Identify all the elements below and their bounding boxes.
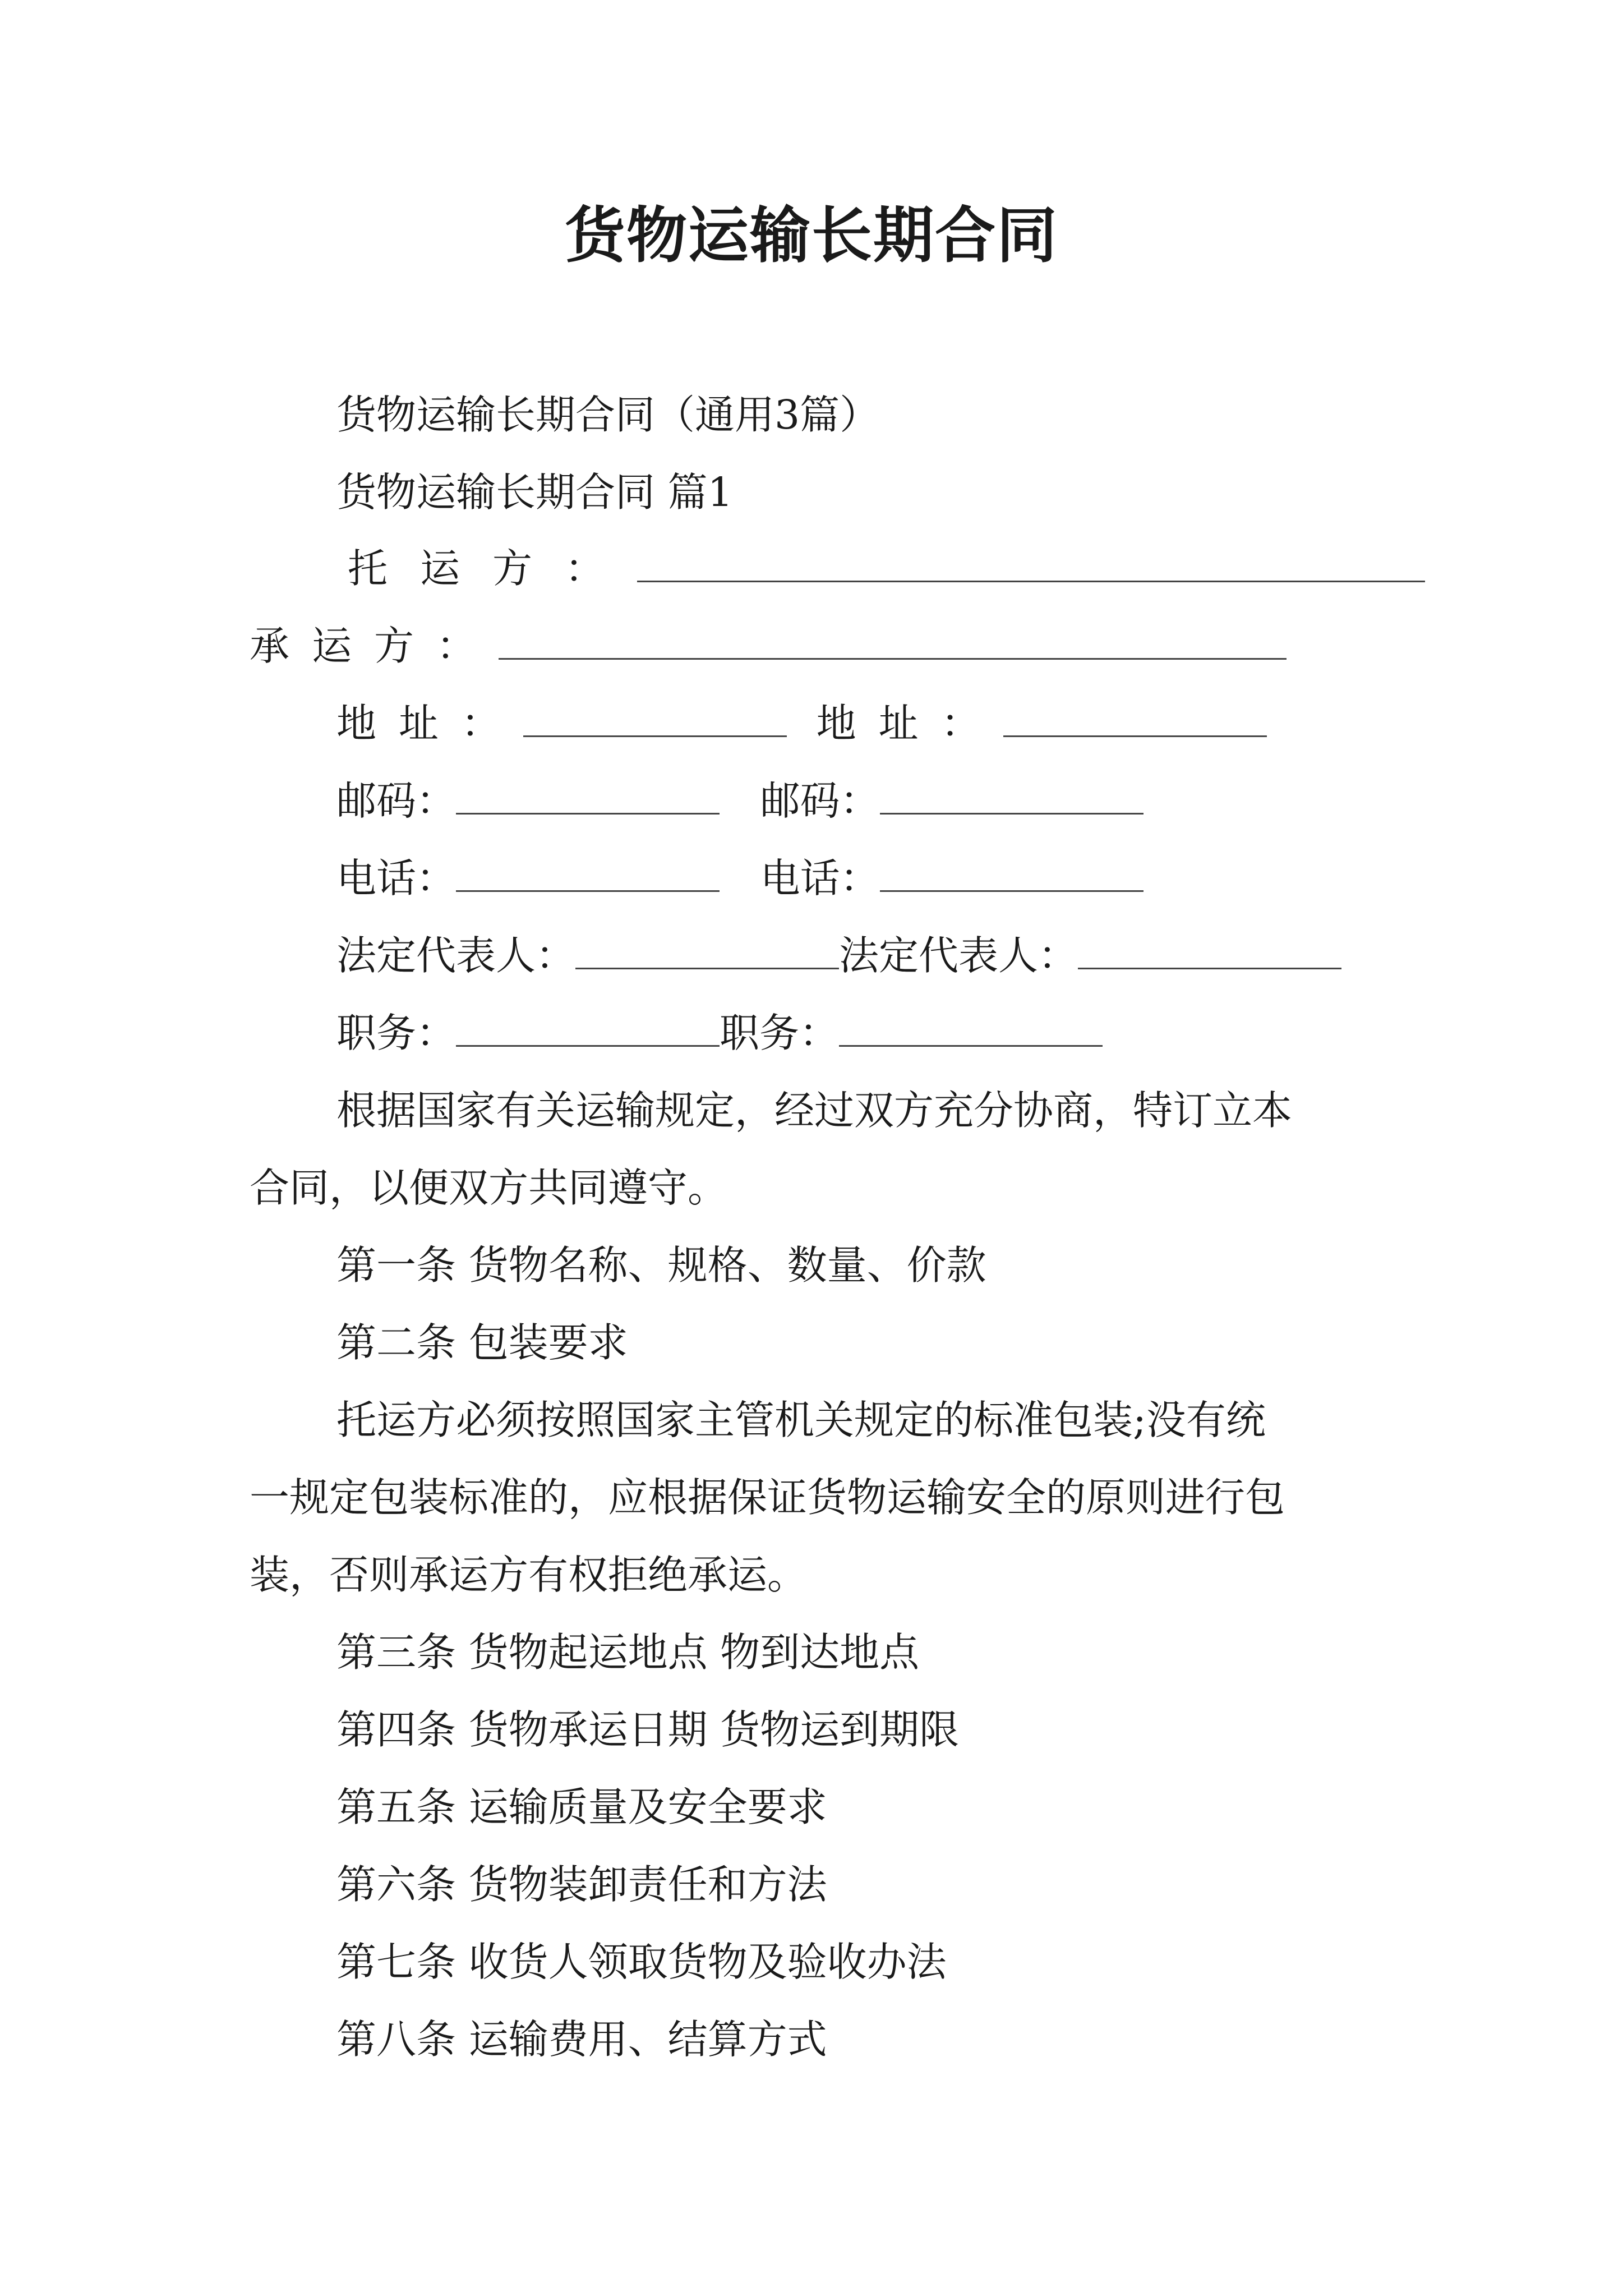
phone-label-carrier: 电话： bbox=[760, 855, 880, 901]
shipper-label: 托运方： bbox=[348, 545, 638, 592]
document-subtitle: 货物运输长期合同（通用3篇） bbox=[336, 392, 880, 438]
article-7: 第七条 收货人领取货物及验收办法 bbox=[336, 1939, 947, 1985]
article-2-body-line-3: 装，否则承运方有权拒绝承运。 bbox=[250, 1552, 808, 1598]
article-5: 第五条 运输质量及安全要求 bbox=[336, 1784, 827, 1830]
postcode-blank-carrier bbox=[880, 776, 1144, 815]
article-4: 第四条 货物承运日期 货物运到期限 bbox=[336, 1706, 960, 1753]
article-1: 第一条 货物名称、规格、数量、价款 bbox=[336, 1242, 986, 1289]
intro-line-1: 根据国家有关运输规定，经过双方充分协商，特订立本 bbox=[336, 1087, 1293, 1134]
postcode-label-shipper: 邮码： bbox=[336, 777, 457, 824]
carrier-row bbox=[250, 618, 1287, 674]
phone-label-shipper: 电话： bbox=[336, 855, 457, 901]
position-row bbox=[336, 1005, 1103, 1061]
phone-blank-shipper bbox=[456, 853, 720, 892]
position-label-carrier: 职务： bbox=[720, 1010, 840, 1056]
legal-rep-row bbox=[336, 928, 1341, 984]
article-2: 第二条 包装要求 bbox=[336, 1319, 628, 1366]
shipper-row bbox=[348, 541, 1425, 597]
article-6: 第六条 货物装卸责任和方法 bbox=[336, 1861, 827, 1908]
address-blank-shipper bbox=[523, 698, 787, 737]
address-row bbox=[336, 696, 1267, 752]
carrier-label: 承运方： bbox=[250, 623, 499, 669]
article-3: 第三条 货物起运地点 物到达地点 bbox=[336, 1629, 920, 1676]
address-label-carrier: 地址： bbox=[816, 700, 1003, 747]
legal-rep-label-carrier: 法定代表人： bbox=[839, 932, 1078, 979]
postcode-row bbox=[336, 773, 1144, 829]
article-2-body-line-1: 托运方必须按照国家主管机关规定的标准包装;没有统 bbox=[336, 1397, 1266, 1443]
shipper-blank bbox=[637, 544, 1425, 582]
intro-line-2: 合同，以便双方共同遵守。 bbox=[250, 1165, 728, 1211]
section-heading: 货物运输长期合同 篇1 bbox=[336, 469, 733, 516]
phone-blank-carrier bbox=[880, 853, 1144, 892]
position-blank-shipper bbox=[456, 1008, 720, 1047]
document-title: 货物运输长期合同 bbox=[564, 200, 1058, 271]
postcode-blank-shipper bbox=[456, 776, 720, 815]
legal-rep-blank-carrier bbox=[1078, 931, 1341, 969]
address-label-shipper: 地址： bbox=[336, 700, 524, 747]
position-blank-carrier bbox=[839, 1008, 1103, 1047]
position-label-shipper: 职务： bbox=[336, 1010, 457, 1056]
article-8: 第八条 运输费用、结算方式 bbox=[336, 2016, 827, 2063]
legal-rep-blank-shipper bbox=[575, 931, 839, 969]
carrier-blank bbox=[499, 621, 1287, 660]
legal-rep-label-shipper: 法定代表人： bbox=[336, 932, 576, 979]
phone-row bbox=[336, 850, 1144, 907]
article-2-body-line-2: 一规定包装标准的，应根据保证货物运输安全的原则进行包 bbox=[250, 1474, 1285, 1521]
postcode-label-carrier: 邮码： bbox=[760, 777, 880, 824]
address-blank-carrier bbox=[1003, 698, 1267, 737]
